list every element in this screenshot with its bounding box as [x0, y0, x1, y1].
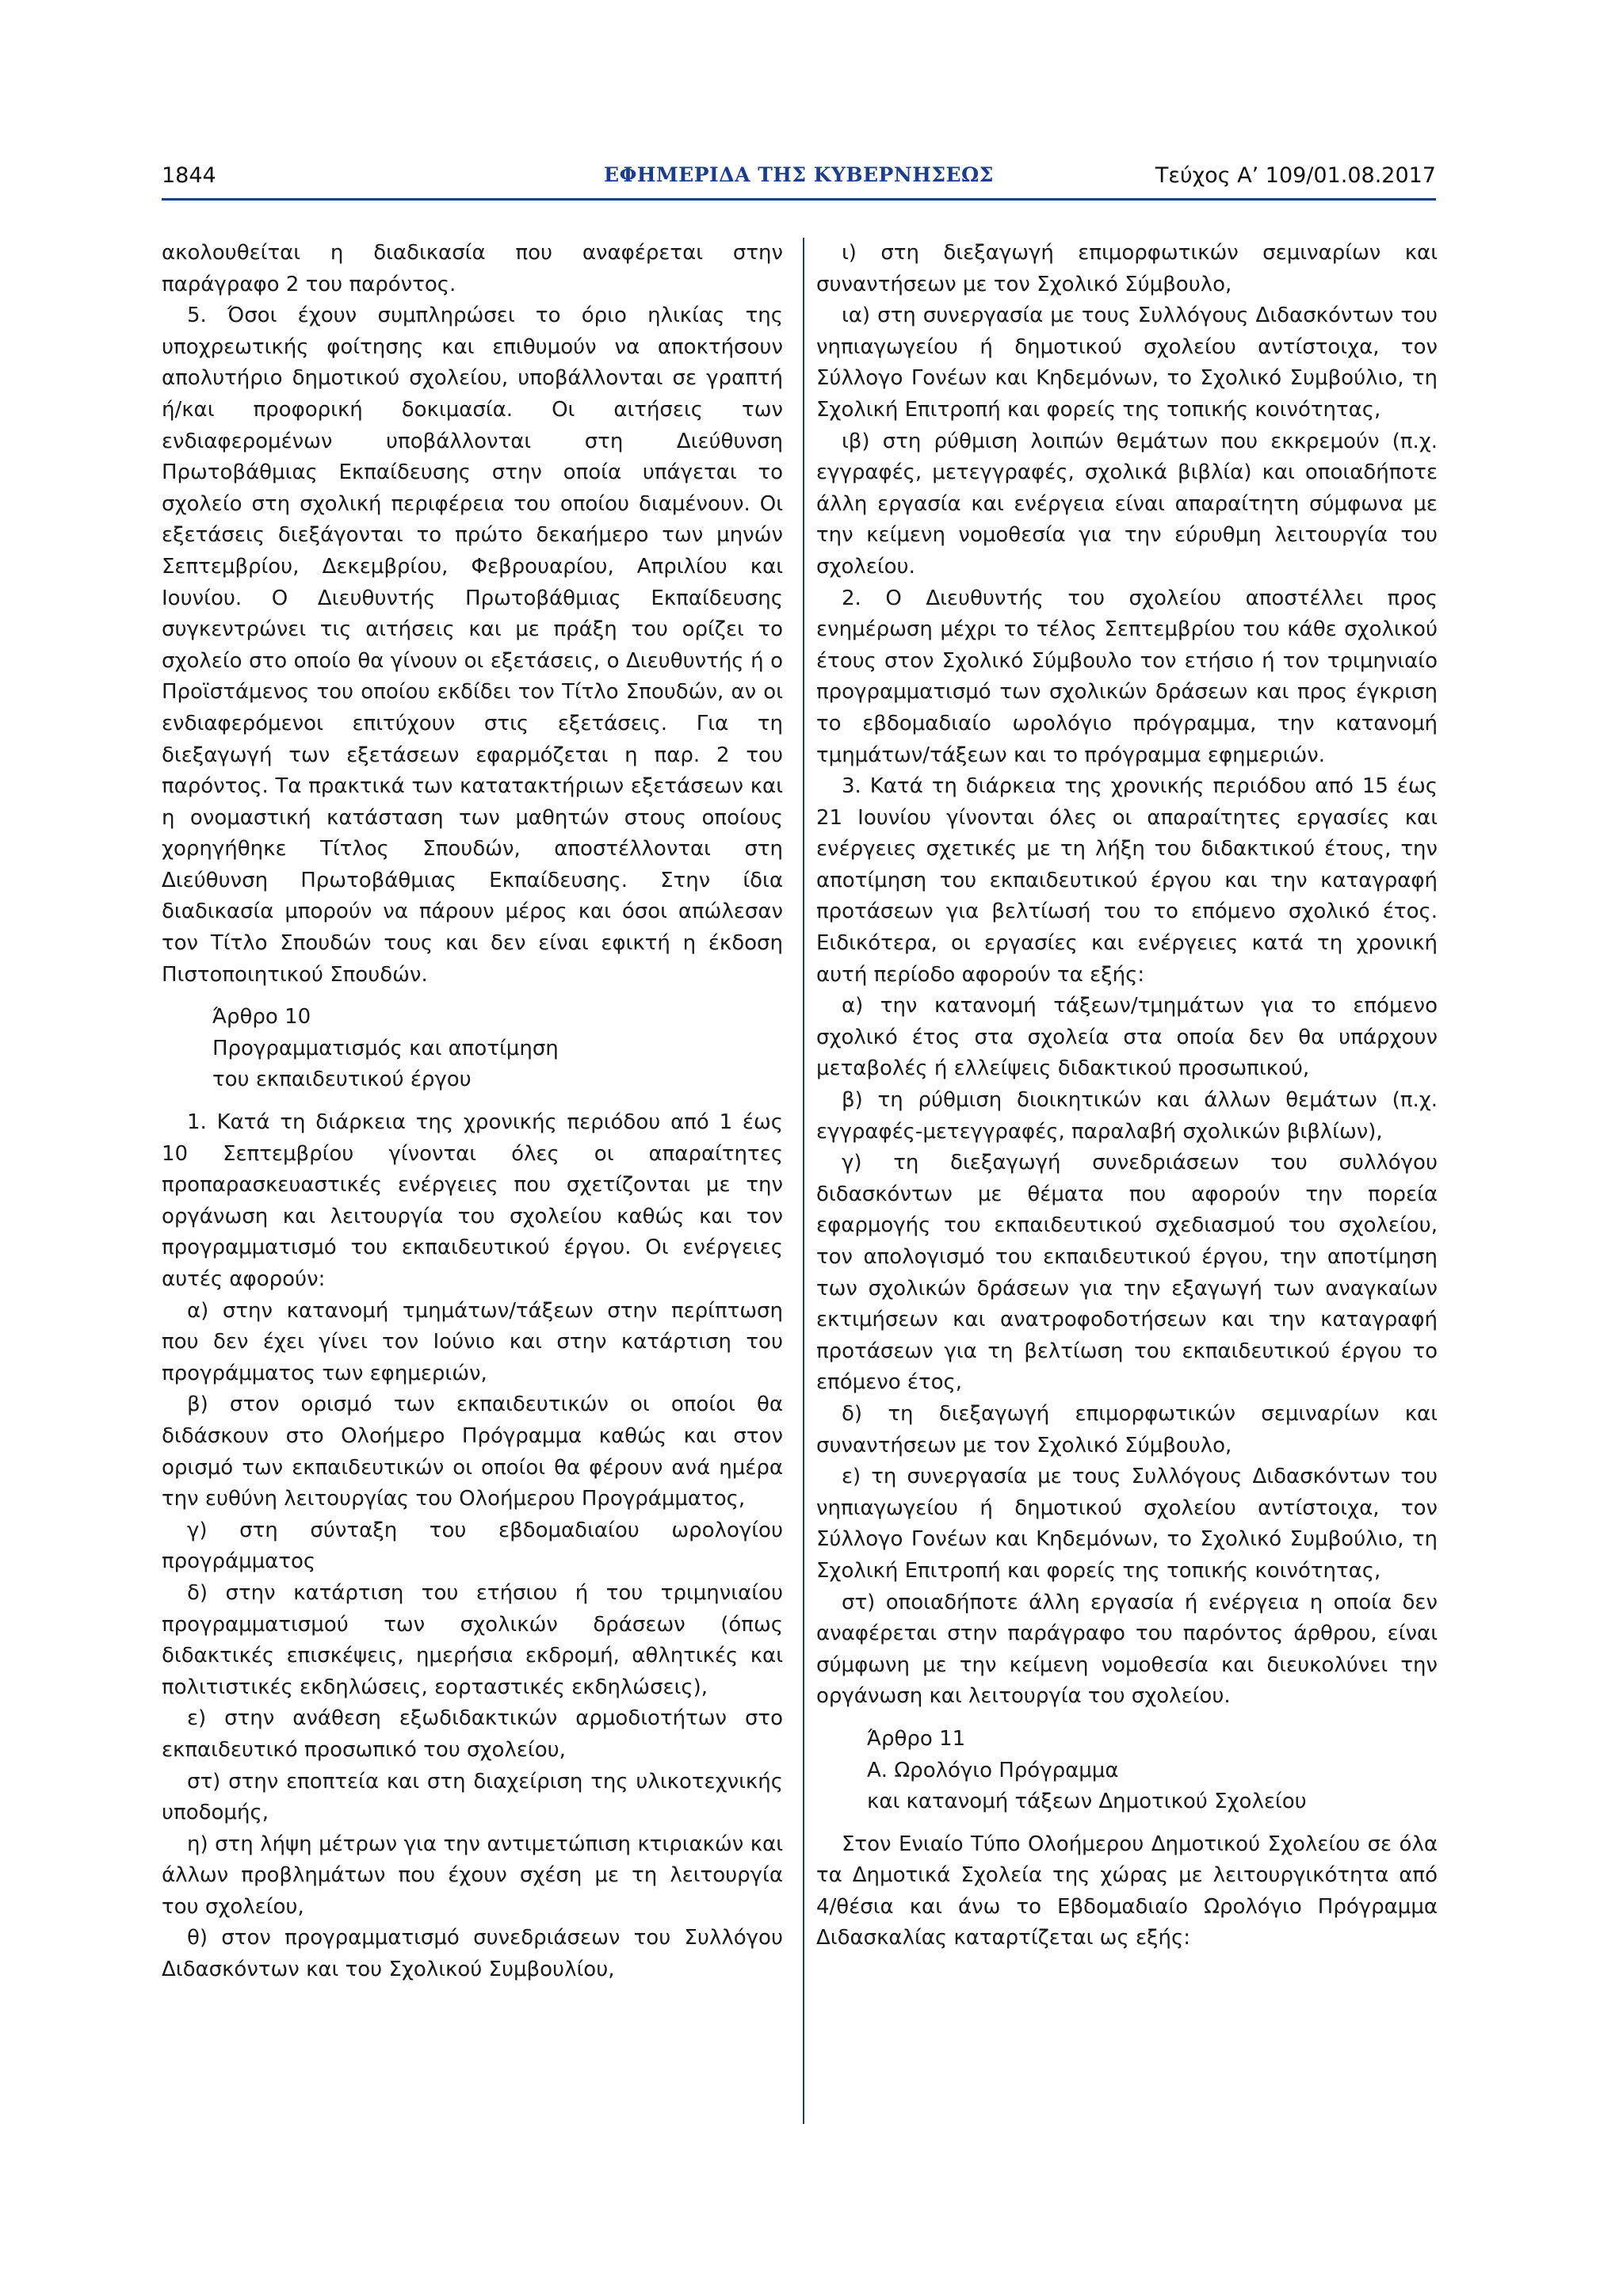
gazette-title: ΕΦΗΜΕΡΙΔΑ ΤΗΣ ΚΥΒΕΡΝΗΣΕΩΣ [604, 163, 994, 186]
page-header [162, 155, 1436, 200]
page-number: 1844 [162, 163, 216, 188]
column-divider [803, 238, 804, 2124]
paragraph: β) στον ορισμό των εκπαιδευτικών οι οποίοι θα διδάσκουν στο Ολοήμερο Πρόγραμμα καθώς και στον ορισμό των εκπαιδευτικών οι οποίοι θα φέρουν ανά ημέρα την ευθύνη λειτουργίας του Ολοήμερου Προγράμματος, [162, 1392, 783, 1511]
paragraph: ε) στην ανάθεση εξωδιδακτικών αρμοδιοτήτων στο εκπαιδευτικό προσωπικό του σχολείου, [162, 1706, 783, 1762]
article-title: Προγραμματισμός και αποτίμηση [212, 1036, 559, 1060]
paragraph: δ) τη διεξαγωγή επιμορφωτικών σεμιναρίων και συναντήσεων με τον Σχολικό Σύμβουλο, [816, 1401, 1438, 1457]
paragraph: 2. Ο Διευθυντής του σχολείου αποστέλλει προς ενημέρωση μέχρι το τέλος Σεπτεμβρίου του κάθε σχολικού έτους στον Σχολικό Σύμβουλο τον ετήσιο ή τον τριμηνιαίο προγραμματισμό των σχολικών δράσεων και προς έγκριση το εβδομαδιαίο ωρολόγιο πρόγραμμα, την κατανομή τμημάτων/τάξεων και το πρόγραμμα εφημεριών. [816, 586, 1438, 767]
paragraph: Στον Ενιαίο Τύπο Ολοήμερου Δημοτικού Σχολείου σε όλα τα Δημοτικά Σχολεία της χώρας με λειτουργικότητα από 4/θέσια και άνω το Εβδομαδιαίο Ωρολόγιο Πρόγραμμα Διδασκαλίας καταρτίζεται ως εξής: [816, 1832, 1438, 1950]
paragraph: 5. Όσοι έχουν συμπληρώσει το όριο ηλικίας της υποχρεωτικής φοίτησης και επιθυμούν να αποκτήσουν απολυτήριο δημοτικού σχολείου, υποβάλλονται σε γραπτή ή/και προφορική δοκιμασία. Οι αιτήσεις των ενδιαφερομένων υποβάλλονται στη Διεύθυνση Πρωτοβάθμιας Εκπαίδευσης στην οποία υπάγεται το σχολείο στη σχολική περιφέρεια του οποίου διαμένουν. Οι εξετάσεις διεξάγονται το πρώτο δεκαήμερο των μηνών Σεπτεμβρίου, Δεκεμβρίου, Φεβρουαρίου, Απριλίου και Ιουνίου. Ο Διευθυντής Πρωτοβάθμιας Εκπαίδευσης συγκεντρώνει τις αιτήσεις και με πράξη του ορίζει το σχολείο στο οποίο θα γίνουν οι εξετάσεις, ο Διευθυντής ή ο Προϊστάμενος του οποίου εκδίδει τον Τίτλο Σπουδών, αν οι ενδιαφερόμενοι επιτύχουν στις εξετάσεις. Για τη διεξαγωγή των εξετάσεων εφαρμόζεται η παρ. 2 του παρόντος. Τα πρακτικά των κατατακτήριων εξετάσεων και η ονομαστική κατάσταση των μαθητών στους οποίους χορηγήθηκε Τίτλος Σπουδών, αποστέλλονται στη Διεύθυνση Πρωτοβάθμιας Εκπαίδευσης. Στην ίδια διαδικασία μπορούν να πάρουν μέρος και όσοι απώλεσαν τον Τίτλο Σπουδών τους και δεν είναι εφικτή η έκδοση Πιστοποιητικού Σπουδών. [162, 304, 783, 987]
article-number: Άρθρο 10 [212, 1005, 311, 1030]
right-column [816, 238, 1438, 1954]
paragraph: α) στην κατανομή τμημάτων/τάξεων στην περίπτωση που δεν έχει γίνει τον Ιούνιο και στην κατάρτιση του προγράμματος των εφημεριών, [162, 1298, 783, 1385]
paragraph: δ) στην κατάρτιση του ετήσιου ή του τριμηνιαίου προγραμματισμού των σχολικών δράσεων (όπως διδακτικές επισκέψεις, ημερήσια εκδρομή, αθλητικές και πολιτιστικές εκδηλώσεις, εορταστικές εκδηλώσεις), [162, 1580, 783, 1699]
article-11-heading [867, 1724, 1438, 1818]
paragraph: 3. Κατά τη διάρκεια της χρονικής περιόδου από 15 έως 21 Ιουνίου γίνονται όλες οι απαραίτητες εργασίες και ενέργειες σχετικές με τη λήξη του διδακτικού έτους, την αποτίμηση του εκπαιδευτικού έργου και την καταγραφή προτάσεων για βελτίωσή του το επόμενο σχολικό έτος. Ειδικότερα, οι εργασίες και ενέργειες κατά τη χρονική αυτή περίοδο αφορούν τα εξής: [816, 774, 1438, 987]
paragraph: γ) τη διεξαγωγή συνεδριάσεων του συλλόγου διδασκόντων με θέματα που αφορούν την πορεία εφαρμογής του εκπαιδευτικού σχεδιασμού του σχολείου, τον απολογισμό του εκπαιδευτικού έργου, την αποτίμηση των σχολικών δράσεων για την εξαγωγή των αναγκαίων εκτιμήσεων και ανατροφοδοτήσεων και την καταγραφή προτάσεων για τη βελτίωση του εκπαιδευτικού έργου το επόμενο έτος, [816, 1151, 1438, 1395]
article-title: Α. Ωρολόγιο Πρόγραμμα [867, 1758, 1119, 1782]
article-10-heading [212, 1002, 783, 1096]
issue-reference: Τεύχος Α’ 109/01.08.2017 [1155, 163, 1436, 188]
paragraph: ε) τη συνεργασία με τους Συλλόγους Διδασκόντων του νηπιαγωγείου ή δημοτικού σχολείου αντίστοιχα, τον Σύλλογο Γονέων και Κηδεμόνων, το Σχολικό Συμβούλιο, τη Σχολική Επιτροπή και φορείς της τοπικής κοινότητας, [816, 1465, 1438, 1583]
paragraph: β) τη ρύθμιση διοικητικών και άλλων θεμάτων (π.χ. εγγραφές-μετεγγραφές, παραλαβή σχολικών βιβλίων), [816, 1088, 1438, 1144]
paragraph: ι) στη διεξαγωγή επιμορφωτικών σεμιναρίων και συναντήσεων με τον Σχολικό Σύμβουλο, [816, 241, 1438, 296]
left-column [162, 238, 783, 1986]
paragraph: στ) στην εποπτεία και στη διαχείριση της υλικοτεχνικής υποδομής, [162, 1769, 783, 1825]
header-rule [162, 198, 1436, 201]
paragraph: θ) στον προγραμματισμό συνεδριάσεων του Συλλόγου Διδασκόντων και του Σχολικού Συμβουλίου, [162, 1926, 783, 1982]
paragraph: ιβ) στη ρύθμιση λοιπών θεμάτων που εκκρεμούν (π.χ. εγγραφές, μετεγγραφές, σχολικά βιβλία) και οποιαδήποτε άλλη εργασία και ενέργεια είναι απαραίτητη σύμφωνα με την κείμενη νομοθεσία για την εύρυθμη λειτουργία του σχολείου. [816, 429, 1438, 579]
paragraph: 1. Κατά τη διάρκεια της χρονικής περιόδου από 1 έως 10 Σεπτεμβρίου γίνονται όλες οι απαραίτητες προπαρασκευαστικές ενέργειες που σχετίζονται με την οργάνωση και λειτουργία του σχολείου καθώς και τον προγραμματισμό του εκπαιδευτικού έργου. Οι ενέργειες αυτές αφορούν: [162, 1110, 783, 1291]
paragraph: α) την κατανομή τάξεων/τμημάτων για το επόμενο σχολικό έτος στα σχολεία στα οποία δεν θα υπάρχουν μεταβολές ή ελλείψεις διδακτικού προσωπικού, [816, 994, 1438, 1081]
paragraph: η) στη λήψη μέτρων για την αντιμετώπιση κτιριακών και άλλων προβλημάτων που έχουν σχέση με τη λειτουργία του σχολείου, [162, 1832, 783, 1919]
paragraph: γ) στη σύνταξη του εβδομαδιαίου ωρολογίου προγράμματος [162, 1518, 783, 1574]
paragraph: στ) οποιαδήποτε άλλη εργασία ή ενέργεια η οποία δεν αναφέρεται στην παράγραφο του παρόντος άρθρου, είναι σύμφωνη με την κείμενη νομοθεσία και διευκολύνει την οργάνωση και λειτουργία του σχολείου. [816, 1590, 1438, 1709]
article-title: του εκπαιδευτικού έργου [212, 1068, 472, 1092]
article-number: Άρθρο 11 [867, 1726, 966, 1751]
paragraph: ια) στη συνεργασία με τους Συλλόγους Διδασκόντων του νηπιαγωγείου ή δημοτικού σχολείου αντίστοιχα, τον Σύλλογο Γονέων και Κηδεμόνων, το Σχολικό Συμβούλιο, τη Σχολική Επιτροπή και φορείς της τοπικής κοινότητας, [816, 304, 1438, 422]
article-title: και κατανομή τάξεων Δημοτικού Σχολείου [867, 1790, 1307, 1814]
paragraph: ακολουθείται η διαδικασία που αναφέρεται στην παράγραφο 2 του παρόντος. [162, 241, 783, 296]
